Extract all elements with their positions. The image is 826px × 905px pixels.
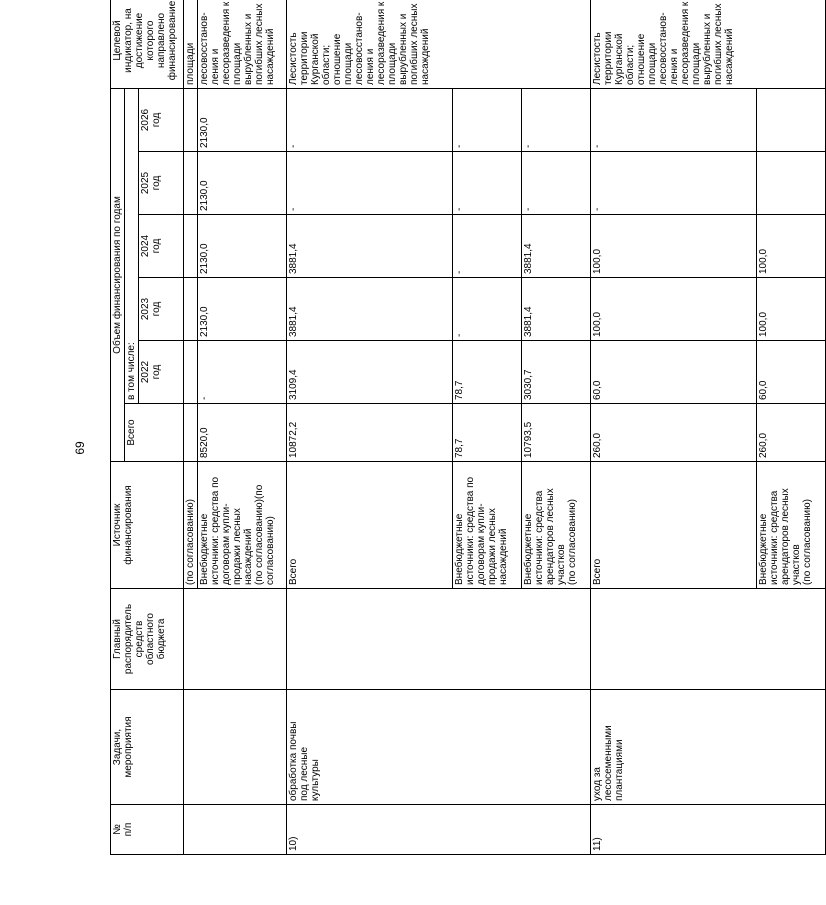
cell-y2023: 100,0 <box>757 278 826 341</box>
cell-source: Внебюджетные источники: средства арендаторов лесных участков (по согласованию) <box>757 462 826 589</box>
cell-total: 260,0 <box>757 404 826 462</box>
cell-y2024: 2130,0 <box>198 215 287 278</box>
header-total: Всего <box>125 404 184 462</box>
header-target: Целевой индикатор, на достижение которого направлено финансирование <box>111 0 184 88</box>
cell-y2026: - <box>522 88 591 151</box>
header-year-2024: 2024 год <box>139 215 184 278</box>
cell-y2022: 60,0 <box>757 341 826 404</box>
cell-y2026: - <box>591 88 757 151</box>
cell-y2026 <box>184 88 198 151</box>
cell-manager <box>591 589 826 690</box>
table-row <box>184 0 198 855</box>
cell-y2023: 100,0 <box>591 278 757 341</box>
cell-y2024: 3881,4 <box>287 215 453 278</box>
header-year-2026: 2026 год <box>139 88 184 151</box>
cell-y2025: 2130,0 <box>198 152 287 215</box>
cell-task: уход за лесосеменными плантациями <box>591 690 826 805</box>
cell-y2025: - <box>287 152 453 215</box>
cell-y2026: - <box>453 88 522 151</box>
cell-total: 78,7 <box>453 404 522 462</box>
table-row <box>287 0 453 855</box>
cell-source: Внебюджетные источники: средства по договорам купли- продажи лесных насаждений <box>453 462 522 589</box>
header-source: Источник финансирования <box>111 462 184 589</box>
header-manager: Главный распорядитель средств областного бюджета <box>111 589 184 690</box>
cell-y2022: 3030,7 <box>522 341 591 404</box>
cell-y2025 <box>757 152 826 215</box>
cell-y2026: 2130,0 <box>198 88 287 151</box>
header-year-2025: 2025 год <box>139 152 184 215</box>
cell-y2025: - <box>522 152 591 215</box>
cell-target: Лесистость территории Курганской области; отношение площади лесовосстанов- ления и лесоразведения к площади вырубленных и погибших лесных насаждений <box>287 0 591 88</box>
cell-y2024: 100,0 <box>757 215 826 278</box>
cell-manager <box>184 589 287 690</box>
cell-y2023 <box>184 278 198 341</box>
financing-table <box>110 0 826 855</box>
cell-task: обработка почвы под лесные культуры <box>287 690 591 805</box>
cell-source: (по согласованию) <box>184 462 198 589</box>
header-incl: в том числе: <box>125 88 139 403</box>
cell-total: 260,0 <box>591 404 757 462</box>
header-volume: Объем финансирования по годам <box>111 88 125 461</box>
cell-y2025 <box>184 152 198 215</box>
cell-total <box>184 404 198 462</box>
cell-y2025: - <box>591 152 757 215</box>
cell-y2022: 78,7 <box>453 341 522 404</box>
cell-num <box>184 805 287 855</box>
cell-y2022 <box>184 341 198 404</box>
table-row <box>591 0 757 855</box>
cell-task <box>184 690 287 805</box>
header-num: № п/п <box>111 805 184 855</box>
cell-y2026 <box>757 88 826 151</box>
cell-y2023: 3881,4 <box>522 278 591 341</box>
cell-target: Лесистость территории Курганской области; отношение площади лесовосстанов- ления и лесоразведения к площади вырубленных и погибших лесных насаждений <box>591 0 826 88</box>
cell-y2024 <box>184 215 198 278</box>
cell-y2024: - <box>453 215 522 278</box>
cell-y2023: 3881,4 <box>287 278 453 341</box>
cell-total: 10793,5 <box>522 404 591 462</box>
cell-y2024: 100,0 <box>591 215 757 278</box>
cell-total: 10872,2 <box>287 404 453 462</box>
cell-target: лесовосстанов- ления и лесоразведения к площади вырубленных и погибших лесных насаждений <box>198 0 287 88</box>
header-year-2022: 2022 год <box>139 341 184 404</box>
cell-y2023: 2130,0 <box>198 278 287 341</box>
cell-y2025: - <box>453 152 522 215</box>
cell-y2026: - <box>287 88 453 151</box>
cell-y2022: - <box>198 341 287 404</box>
cell-total: 8520,0 <box>198 404 287 462</box>
cell-source: Внебюджетные источники: средства арендаторов лесных участков (по согласованию) <box>522 462 591 589</box>
header-task: Задачи, мероприятия <box>111 690 184 805</box>
cell-source: Всего <box>287 462 453 589</box>
financing-table-sheet <box>110 0 813 855</box>
page-number: 69 <box>73 441 87 455</box>
cell-num: 11) <box>591 805 826 855</box>
cell-y2022: 3109,4 <box>287 341 453 404</box>
cell-manager <box>287 589 591 690</box>
cell-y2023: - <box>453 278 522 341</box>
header-year-2023: 2023 год <box>139 278 184 341</box>
cell-target: площади <box>184 0 198 88</box>
cell-source: Внебюджетные источники: средства по договорам купли- продажи лесных насаждений (по согласованию)(по согласованию) <box>198 462 287 589</box>
cell-source: Всего <box>591 462 757 589</box>
cell-num: 10) <box>287 805 591 855</box>
cell-y2022: 60,0 <box>591 341 757 404</box>
cell-y2024: 3881,4 <box>522 215 591 278</box>
